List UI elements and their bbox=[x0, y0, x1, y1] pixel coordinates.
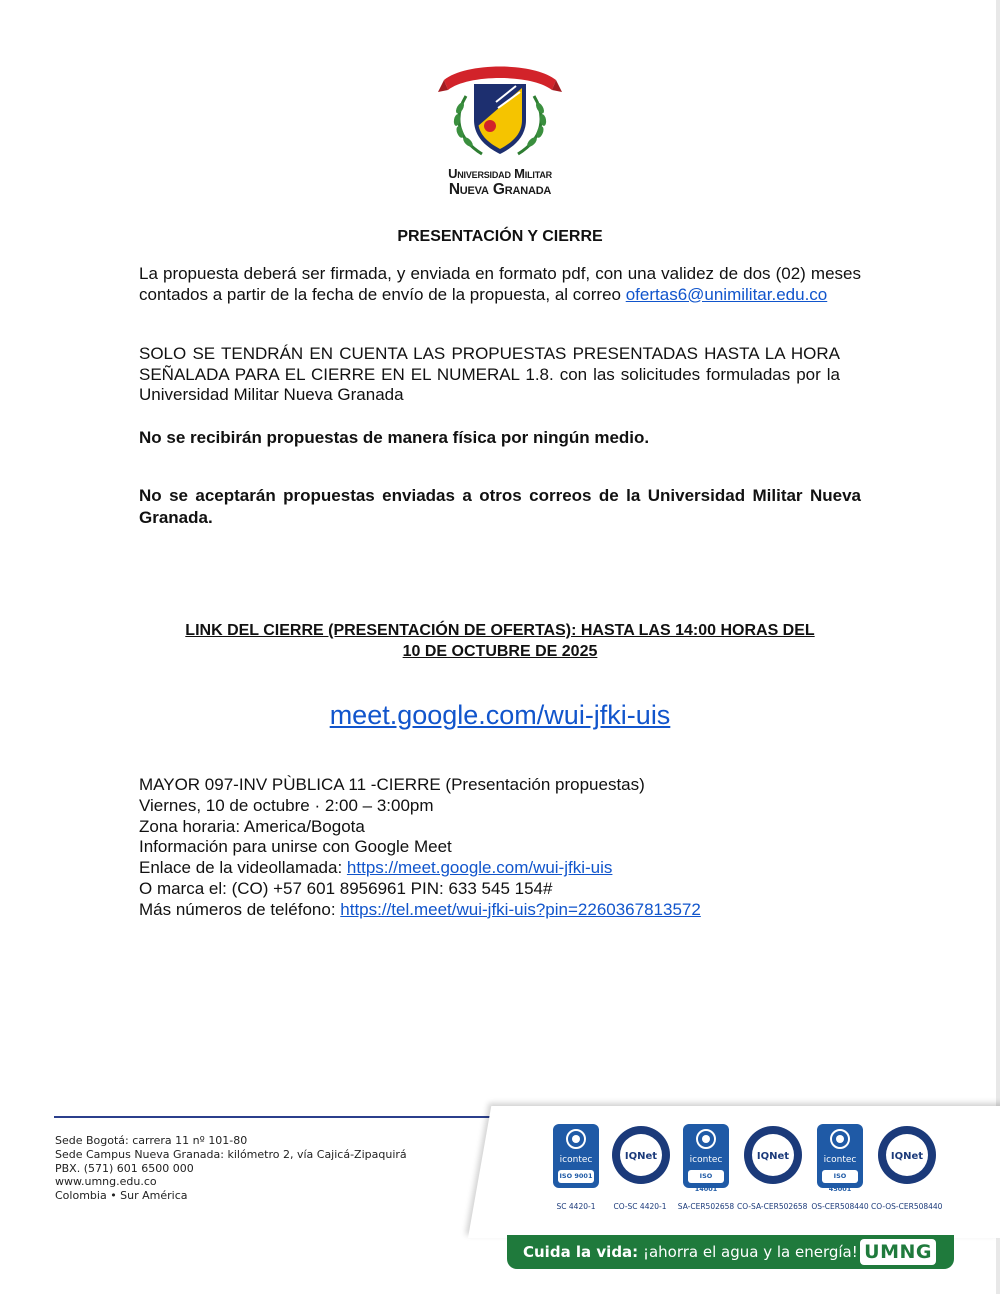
address-line: PBX. (571) 601 6500 000 bbox=[55, 1161, 194, 1175]
certification-strip bbox=[546, 1124, 946, 1216]
footer-rule bbox=[54, 1116, 500, 1118]
logo-name-line2: Nueva Granada bbox=[448, 181, 552, 198]
more-phones-link[interactable]: https://tel.meet/wui-jfki-uis?pin=2260367813572 bbox=[340, 899, 701, 919]
cert-iso: ISO 9001 bbox=[558, 1170, 594, 1183]
closing-heading-line1: LINK DEL CIERRE (PRESENTACIÓN DE OFERTAS): HASTA LAS 14:00 HORAS DEL bbox=[185, 622, 815, 639]
cert-iso: ISO 45001 bbox=[822, 1170, 858, 1183]
university-crest-icon bbox=[436, 56, 564, 164]
footer-address bbox=[55, 1134, 407, 1203]
meeting-details bbox=[139, 775, 701, 921]
cert-iqnet-1 bbox=[610, 1124, 670, 1211]
banner-bold: Cuida la vida: bbox=[523, 1243, 639, 1261]
address-line: www.umng.edu.co bbox=[55, 1175, 157, 1189]
meeting-phones-row bbox=[139, 900, 701, 921]
cert-icontec-45001 bbox=[810, 1124, 870, 1211]
umng-logo: UMNG bbox=[860, 1239, 936, 1265]
video-call-link[interactable]: https://meet.google.com/wui-jfki-uis bbox=[346, 858, 613, 878]
notice-physical: No se recibirán propuestas de manera física por ningún medio. bbox=[139, 428, 650, 447]
more-phones-label: Más números de teléfono: bbox=[139, 899, 341, 919]
iqnet-icon bbox=[742, 1124, 804, 1186]
meet-link-container bbox=[0, 700, 1000, 731]
address-line: Sede Campus Nueva Granada: kilómetro 2, vía Cajicá-Zipaquirá bbox=[55, 1147, 407, 1161]
cert-brand: icontec bbox=[823, 1155, 857, 1165]
university-logo bbox=[436, 56, 564, 201]
video-label: Enlace de la videollamada: bbox=[139, 858, 347, 878]
meet-link[interactable]: meet.google.com/wui-jfki-uis bbox=[329, 700, 671, 730]
email-link[interactable]: ofertas6@unimilitar.edu.co bbox=[625, 284, 828, 304]
cert-icontec-9001 bbox=[546, 1124, 606, 1211]
paragraph-deadline: SOLO SE TENDRÁN EN CUENTA LAS PROPUESTAS PRESENTADAS HASTA LA HORA SEÑALADA PARA EL CIERRE EN EL NUMERAL 1.8. con las solicitudes formuladas por la Universidad Militar Nueva Granada bbox=[139, 344, 840, 404]
iqnet-icon bbox=[876, 1124, 938, 1186]
icontec-icon bbox=[817, 1124, 863, 1193]
cert-code: SA-CER502658 bbox=[677, 1202, 735, 1211]
logo-name-line1: Universidad Militar bbox=[448, 166, 552, 181]
cert-brand: IQNet bbox=[890, 1151, 924, 1162]
cert-code: CO-SA-CER502658 bbox=[737, 1202, 808, 1211]
closing-heading-line2: 10 DE OCTUBRE DE 2025 bbox=[402, 643, 598, 660]
meeting-video-row bbox=[139, 858, 701, 879]
cert-code: CO-SC 4420-1 bbox=[613, 1202, 667, 1211]
cert-code: CO-OS-CER508440 bbox=[871, 1202, 943, 1211]
cert-brand: IQNet bbox=[756, 1151, 790, 1162]
meeting-timezone: Zona horaria: America/Bogota bbox=[139, 816, 365, 836]
icontec-icon bbox=[683, 1124, 729, 1193]
cert-code: OS-CER508440 bbox=[811, 1202, 869, 1211]
cert-iqnet-3 bbox=[871, 1124, 943, 1211]
section-title: PRESENTACIÓN Y CIERRE bbox=[397, 228, 603, 245]
banner-text bbox=[523, 1235, 858, 1269]
icontec-icon bbox=[553, 1124, 599, 1188]
closing-link-heading bbox=[139, 620, 861, 662]
notice-other-emails: No se aceptarán propuestas enviadas a otros correos de la Universidad Militar Nueva Granada. bbox=[139, 486, 861, 527]
paragraph-validity-text: La propuesta deberá ser firmada, y enviada en formato pdf, con una validez de dos (02) meses contados a partir de la fecha de envío de la propuesta, al correo bbox=[139, 264, 861, 304]
cert-brand: icontec bbox=[559, 1155, 593, 1165]
cert-icontec-14001 bbox=[676, 1124, 736, 1211]
cert-brand: icontec bbox=[689, 1155, 723, 1165]
address-line: Sede Bogotá: carrera 11 nº 101-80 bbox=[55, 1134, 248, 1147]
iqnet-icon bbox=[610, 1124, 672, 1186]
paragraph-validity bbox=[139, 264, 861, 305]
meeting-dial: O marca el: (CO) +57 601 8956961 PIN: 633 545 154# bbox=[139, 878, 553, 898]
address-line: Colombia • Sur América bbox=[55, 1189, 188, 1203]
cert-brand: IQNet bbox=[624, 1151, 658, 1162]
footer-banner bbox=[507, 1235, 954, 1269]
cert-iqnet-2 bbox=[737, 1124, 808, 1211]
cert-iso: ISO 14001 bbox=[688, 1170, 724, 1183]
meeting-info: Información para unirse con Google Meet bbox=[139, 837, 452, 857]
meeting-date-time: Viernes, 10 de octubre · 2:00 – 3:00pm bbox=[139, 795, 434, 815]
banner-message: ¡ahorra el agua y la energía! bbox=[638, 1243, 858, 1261]
page-edge bbox=[996, 0, 1000, 1294]
meeting-title: MAYOR 097-INV PÙBLICA 11 -CIERRE (Presentación propuestas) bbox=[139, 775, 645, 794]
cert-code: SC 4420-1 bbox=[556, 1202, 596, 1211]
